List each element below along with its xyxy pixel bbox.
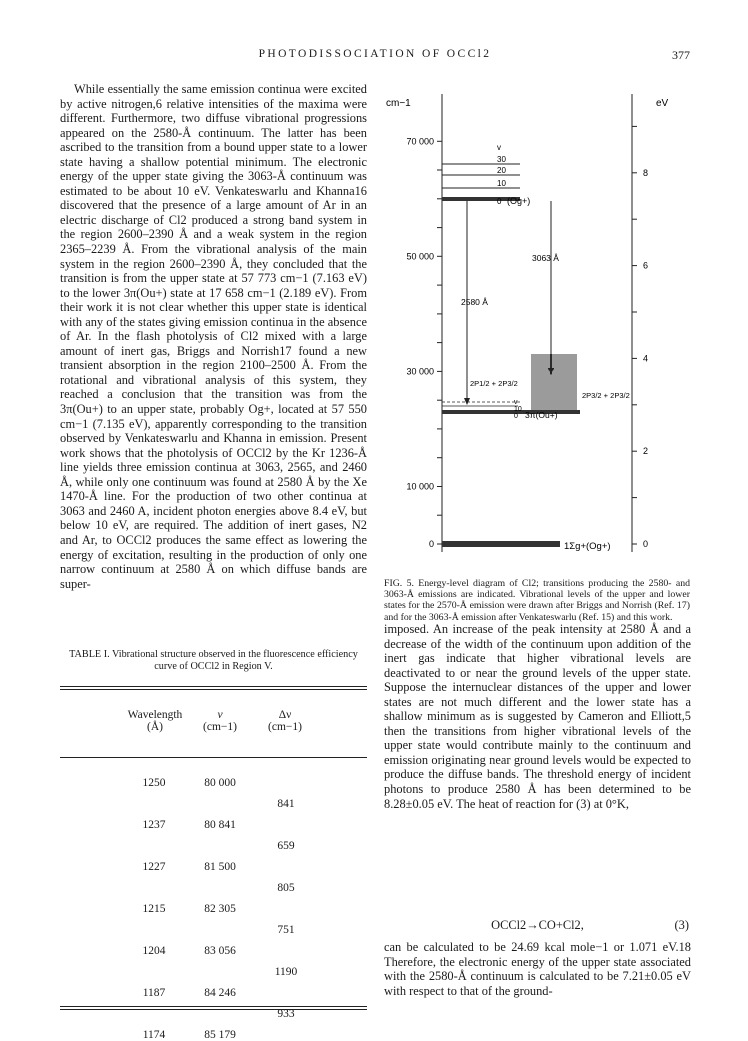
left-tick-label: 70 000 — [406, 136, 434, 147]
arrowhead-3063 — [548, 368, 554, 375]
table-cell-wavelength: 1174 — [142, 1028, 166, 1041]
figure-5 — [380, 84, 690, 584]
col-header-nu: ν (cm−1) — [203, 708, 237, 733]
table-cell-wavelength: 1227 — [142, 860, 166, 873]
table-cell-nu: 84 246 — [204, 986, 236, 999]
upper-30-label: 30 — [497, 155, 506, 164]
ground-state-label: 1Σg+(Og+) — [564, 541, 611, 552]
ground-state-band — [442, 541, 560, 547]
left-paragraph: While essentially the same emission continua were excited by active nitrogen,6 relative intensities of the maxima were different. Furthermore, two diffuse vibrational progressions appeared on the 2580-Å continuum. The latter has been ascribed to the transition from a bound upper state to a lower state having a shallow potential minimum. The electronic energy of the upper state giving the 3063-Å continuum was estimated to be about 10 eV. Venkateswarlu and Khanna16 discovered that the presence of a large amount of Ar in an electric discharge of Cl2 produced a strong band system in the region 2600–2390 Å and a weak system in the region 2365–2239 Å. From the vibrational analysis of the main system in the region 2600–2390 Å, they concluded that the transition is from the upper state at 57 773 cm−1 (7.163 eV) to the lower 3π(Ou+) state at 17 658 cm−1 (2.189 eV). From their work it is not clear whether this upper state is identical with any of the states giving emission continua in the absence of Ar. In the flash photolysis of Cl2 mixed with a large amount of inert gas, Briggs and Norrish17 found a new transient absorption in the region 2100–2500 Å. From the rotational and vibrational analysis of this system, they reached a conclusion that the transition was from the 3π(Ou+) to an upper state, probably Og+, located at 57 550 cm−1 (7.135 eV), apparently corresponding to the transition observed by Venkateswarlu and Khanna in emission. Present work shows that the photolysis of OCCl2 by the Kr 1236-Å line yields three emission continua at 3063, 2565, and 2460 Å, while only one continuum was found at 2580 Å by the Xe 1470-Å line. For the production of two other continua at 3063 and 2460 A, incident photon energies above 8.4 eV, but below 10 eV, are required. The addition of inert gases, N2 and Ar, to OCCl2 produces the same effect as lowering the energy of excitation, resulting in the production of only one narrow continuum at 2580 Å on which diffuse bands are super- — [60, 82, 367, 591]
continuum-block — [532, 354, 576, 410]
right-unit-label: eV — [656, 98, 669, 109]
table-cell-wavelength: 1187 — [142, 986, 166, 999]
lower-state-label: 3π(Ou+) — [525, 410, 558, 420]
upper-state-label: (Og+) — [507, 196, 531, 206]
left-tick-label: 30 000 — [406, 366, 434, 377]
table-cell-nu: 80 000 — [204, 776, 236, 789]
equation-3 — [384, 918, 691, 934]
right-tick-label: 4 — [643, 353, 649, 364]
running-title: PHOTODISSOCIATION OF OCCl2 — [258, 48, 492, 60]
table-cell-nu: 82 305 — [204, 902, 236, 915]
table-cell-delta-nu: 659 — [277, 839, 295, 852]
right-column-continued — [384, 940, 691, 998]
lower-0-label: 0 — [514, 413, 518, 420]
table-cell-wavelength: 1237 — [142, 818, 166, 831]
table-cell-wavelength: 1204 — [142, 944, 166, 957]
right-axis-ticks — [632, 126, 648, 549]
right-tick-label: 0 — [643, 539, 649, 549]
table-cell-nu: 85 179 — [204, 1028, 236, 1041]
col-header-delta-nu: Δν (cm−1) — [268, 708, 302, 733]
upper-20-label: 20 — [497, 166, 506, 175]
upper-10-label: 10 — [497, 179, 506, 188]
table-bottom-rule — [60, 1006, 367, 1007]
table-cell-nu: 80 841 — [204, 818, 236, 831]
table-cell-delta-nu: 933 — [277, 1007, 295, 1020]
left-limit-label: 2P1/2 + 2P3/2 — [470, 379, 518, 388]
right-limit-label: 2P3/2 + 2P3/2 — [582, 391, 630, 400]
left-axis-ticks — [406, 136, 442, 549]
table-cell-delta-nu: 751 — [277, 923, 295, 936]
upper-v-label: v — [497, 143, 501, 152]
table-cell-nu: 81 500 — [204, 860, 236, 873]
page-number: 377 — [672, 48, 690, 62]
table-body — [60, 686, 367, 1041]
right-paragraph-2: can be calculated to be 24.69 kcal mole−1 or 1.071 eV.18 Therefore, the electronic energy of the upper state associated with the 2580-Å continuum is calculated to be 7.21±0.05 eV with respect to that of the ground- — [384, 940, 691, 998]
table-cell-nu: 83 056 — [204, 944, 236, 957]
table-1 — [60, 649, 367, 1041]
transition-2580-label: 2580 Å — [461, 297, 488, 307]
lower-v-label: v — [514, 399, 518, 406]
table-header-rule — [60, 757, 367, 758]
left-tick-label: 10 000 — [406, 481, 434, 492]
table-cell-delta-nu: 841 — [277, 797, 295, 810]
arrowhead-2580 — [464, 398, 470, 405]
figure-caption: FIG. 5. Energy-level diagram of Cl2; transitions producing the 2580- and 3063-Å emissions are indicated. Vibrational levels of the upper and lower states for the 2570-Å emission were drawn after Briggs and Norrish (Ref. 17) and for the 3063-Å emission after Venkateswarlu (Ref. 15) and this work. — [384, 578, 690, 623]
lower-level-0 — [442, 410, 580, 414]
right-tick-label: 2 — [643, 446, 649, 457]
table-cell-delta-nu: 805 — [277, 881, 295, 894]
lower-10-label: 10 — [514, 406, 522, 413]
right-tick-label: 6 — [643, 260, 649, 271]
equation-number: (3) — [674, 918, 689, 932]
table-cell-delta-nu: 1190 — [274, 965, 298, 978]
running-header — [60, 48, 690, 66]
table-top-rule — [60, 689, 367, 690]
col-header-wavelength: Wavelength (Å) — [127, 708, 183, 733]
table-cell-wavelength: 1215 — [142, 902, 166, 915]
equation-text: OCCl2→CO+Cl2, — [491, 918, 584, 932]
right-paragraph: imposed. An increase of the peak intensity at 2580 Å and a decrease of the width of the continuum upon addition of the inert gas indicate that higher vibrational levels are deactivated to or near the ground levels of the upper state. Suppose the internuclear distances of the upper and lower states are not much different and the lower state has a shallow minimum as is suggested by Cameron and Elliott,5 then the transitions from higher vibrational levels of the upper state would contribute mainly to the continuum and emission originating near ground levels would be expected to produce the diffuse bands. The threshold energy of incident photons to produce 2580 Å has been determined to be 8.28±0.05 eV. The heat of reaction for (3) at 0°K, — [384, 622, 691, 811]
transition-3063-label: 3063 Å — [532, 253, 559, 263]
upper-0-label: 0 — [497, 197, 502, 206]
right-column — [384, 622, 691, 811]
right-tick-label: 8 — [643, 167, 649, 178]
left-unit-label: cm−1 — [386, 98, 411, 109]
energy-level-diagram — [380, 84, 690, 584]
left-column — [60, 82, 367, 591]
left-tick-label: 50 000 — [406, 251, 434, 262]
table-cell-wavelength: 1250 — [142, 776, 166, 789]
table-caption: TABLE I. Vibrational structure observed in the fluorescence efficiency curve of OCCl2 in Region V. — [69, 649, 358, 673]
left-tick-label: 0 — [428, 539, 434, 549]
